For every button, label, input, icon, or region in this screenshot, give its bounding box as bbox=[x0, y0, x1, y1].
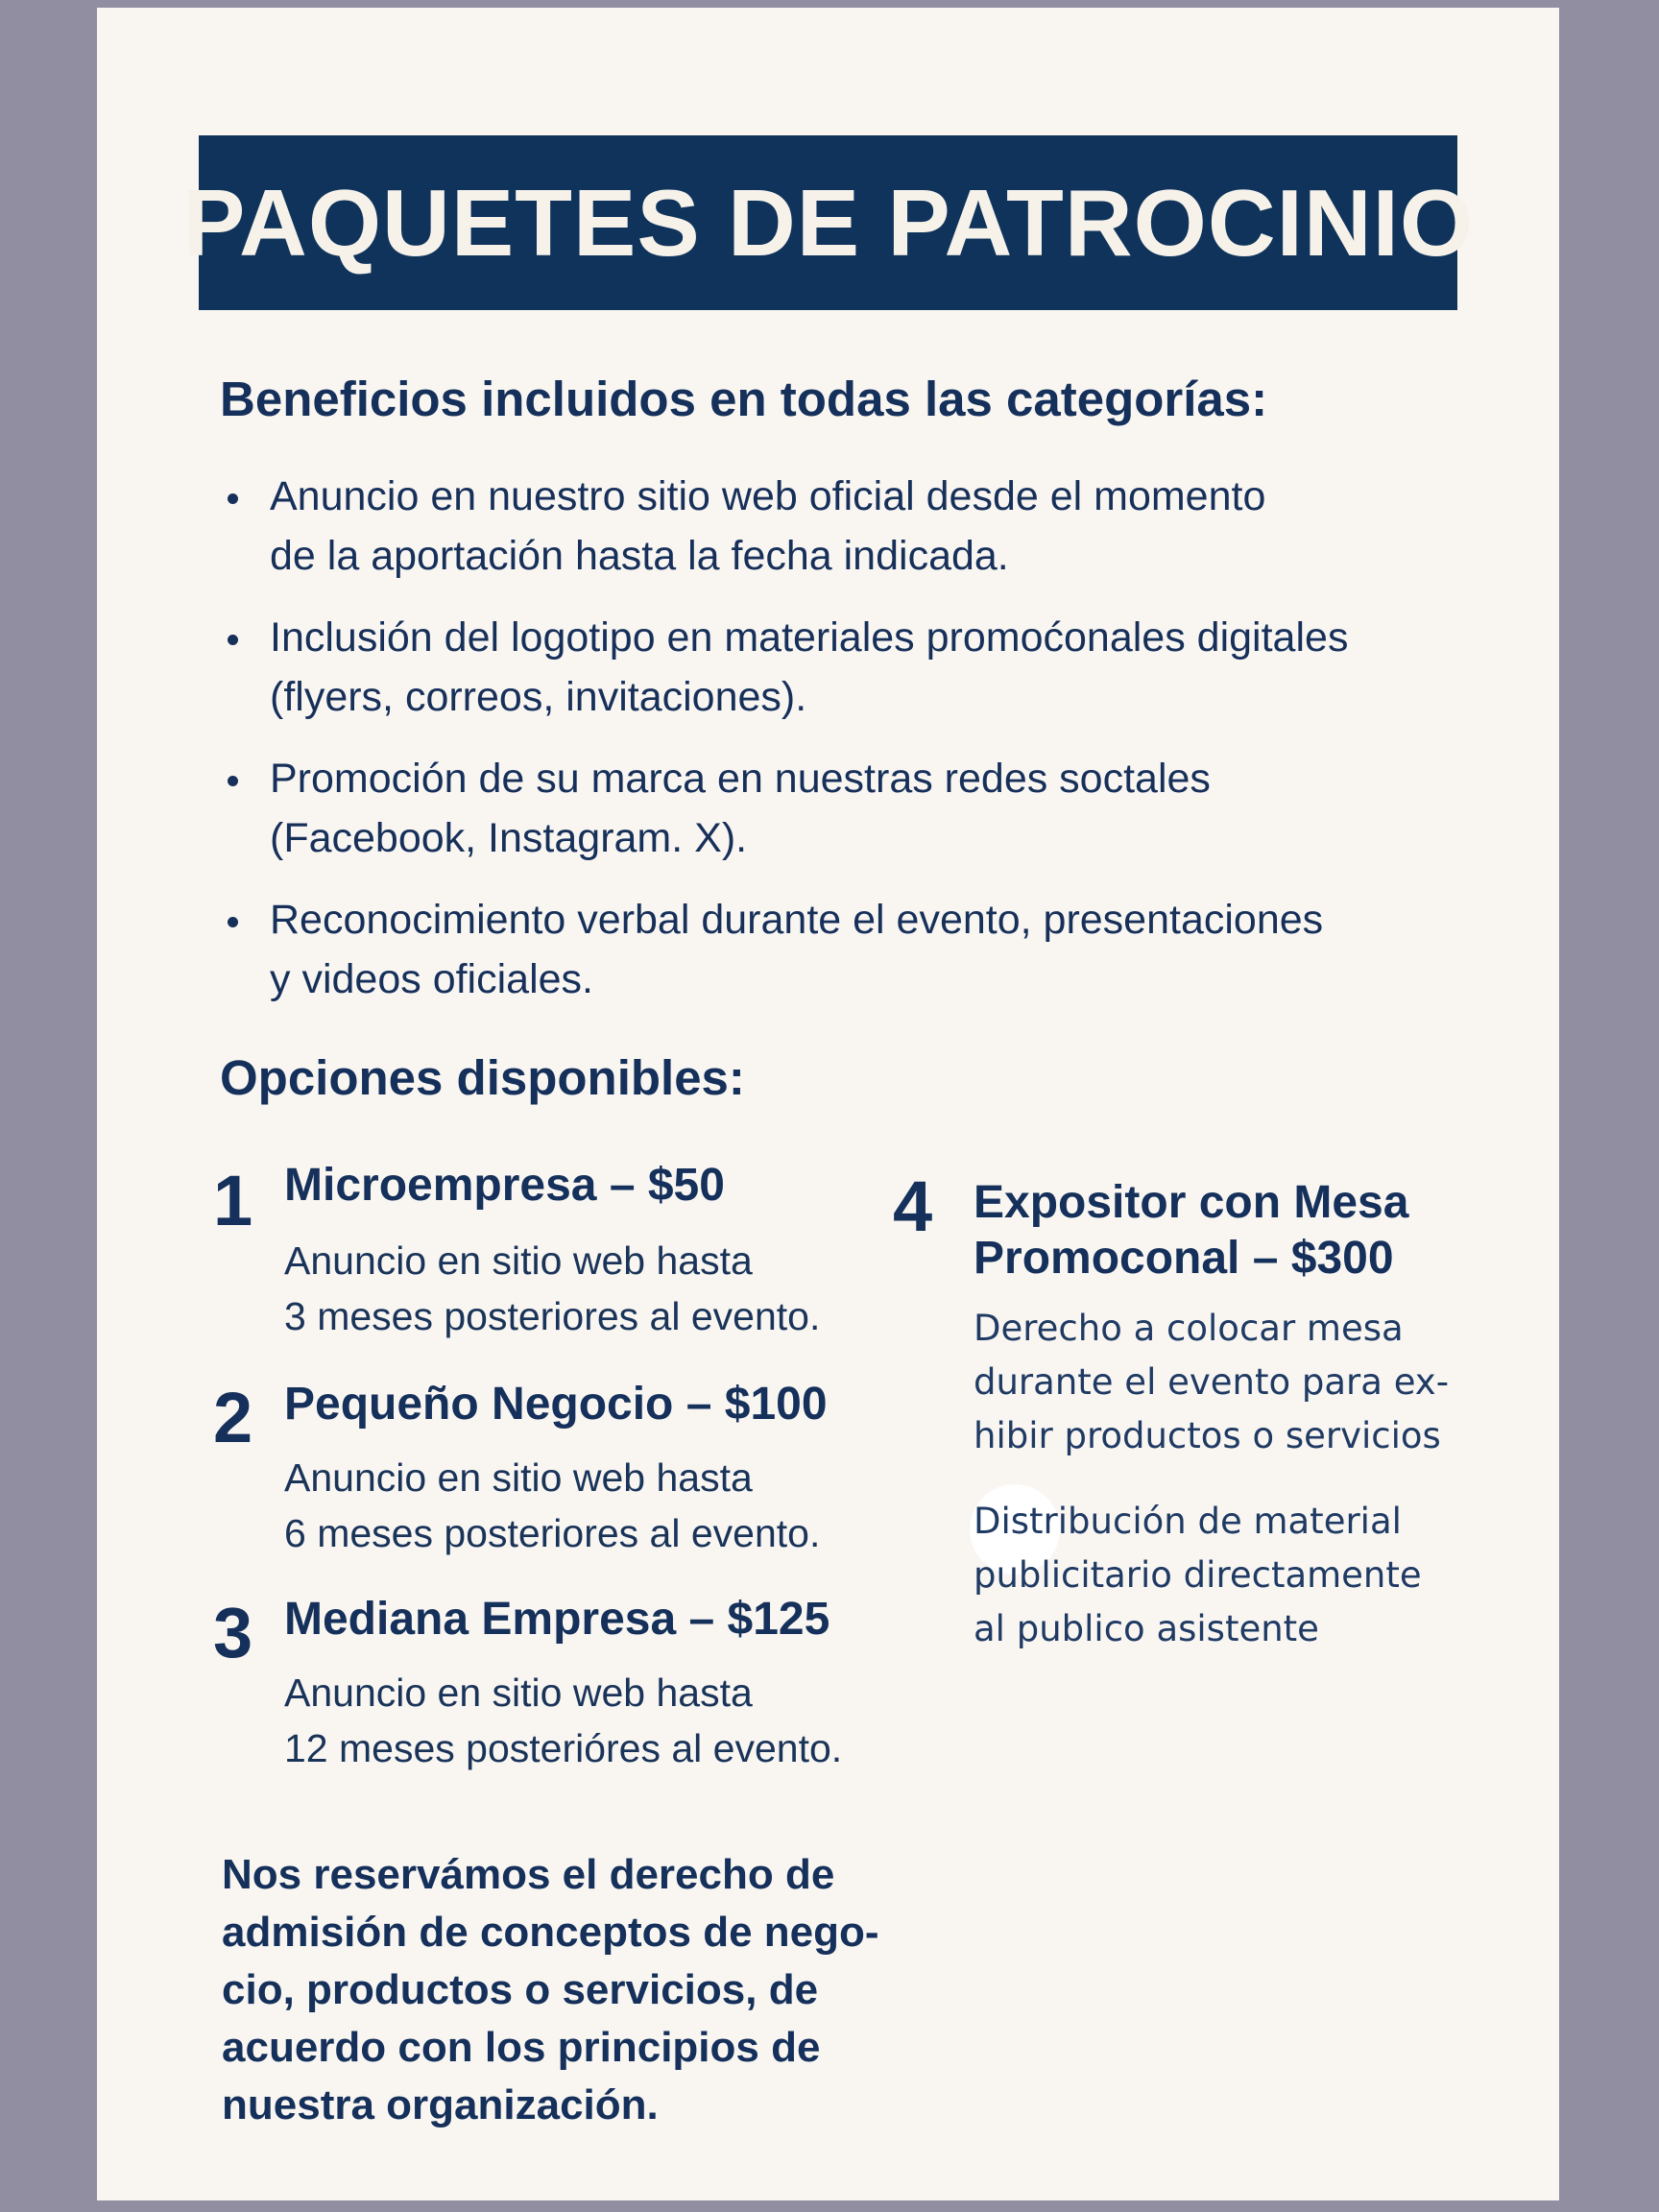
disclaimer-line: nuestra organización. bbox=[222, 2081, 659, 2128]
benefit-line: (Facebook, Instagram. X). bbox=[270, 815, 748, 861]
option-description bbox=[284, 1450, 820, 1561]
option-desc-line: publicitario directamente bbox=[974, 1554, 1422, 1596]
benefit-line: Anuncio en nuestro sitio web oficial desde el momento bbox=[270, 473, 1266, 519]
benefits-list bbox=[220, 467, 1468, 1031]
benefit-line: Reconocimiento verbal durante el evento, presentaciones bbox=[270, 897, 1324, 943]
benefit-item-logo bbox=[220, 608, 1468, 727]
page-title: PAQUETES DE PATROCINIO bbox=[181, 169, 1475, 276]
option-description bbox=[284, 1233, 820, 1344]
option-title-line: Promoconal – $300 bbox=[974, 1233, 1394, 1284]
option-title: Pequeño Negocio – $100 bbox=[284, 1379, 828, 1430]
option-description bbox=[284, 1665, 842, 1776]
option-desc-line: Anuncio en sitio web hasta bbox=[284, 1238, 753, 1283]
benefit-item-website bbox=[220, 467, 1468, 586]
benefit-line: (flyers, correos, invitaciones). bbox=[270, 674, 807, 720]
option-desc-line: Anuncio en sitio web hasta bbox=[284, 1671, 753, 1715]
option-desc-line: durante el evento para ex- bbox=[974, 1361, 1450, 1403]
option-number: 3 bbox=[213, 1593, 253, 1672]
disclaimer-line: cio, productos o servicios, de bbox=[222, 1966, 819, 2013]
benefit-item-recognition bbox=[220, 890, 1468, 1009]
option-title: Microempresa – $50 bbox=[284, 1160, 725, 1211]
benefit-line: Promoción de su marca en nuestras redes soctales bbox=[270, 756, 1211, 802]
option-desc-line: hibir productos o servicios bbox=[974, 1415, 1441, 1456]
disclaimer-line: admisión de conceptos de nego- bbox=[222, 1909, 879, 1956]
option-title: Mediana Empresa – $125 bbox=[284, 1594, 830, 1645]
option-desc-line: Distribución de material bbox=[974, 1501, 1402, 1542]
option-title-line: Expositor con Mesa bbox=[974, 1177, 1409, 1228]
benefit-line: de la aportación hasta la fecha indicada. bbox=[270, 533, 1009, 579]
option-description-secondary bbox=[974, 1495, 1422, 1656]
title-banner bbox=[181, 135, 1475, 310]
option-number: 1 bbox=[213, 1161, 253, 1240]
option-desc-line: 3 meses posteriores al evento. bbox=[284, 1294, 821, 1338]
option-desc-line: Anuncio en sitio web hasta bbox=[284, 1455, 753, 1500]
option-title bbox=[974, 1175, 1408, 1286]
option-desc-line: al publico asistente bbox=[974, 1608, 1319, 1649]
benefit-line: y videos oficiales. bbox=[270, 956, 593, 1002]
benefit-line: Inclusión del logotipo en materiales promoćonales digitales bbox=[270, 614, 1349, 661]
benefits-heading: Beneficios incluidos en todas las categorías: bbox=[220, 372, 1268, 426]
benefit-item-social bbox=[220, 749, 1468, 868]
disclaimer-line: acuerdo con los principios de bbox=[222, 2024, 821, 2071]
disclaimer-line: Nos reservámos el derecho de bbox=[222, 1851, 835, 1898]
option-desc-line: Derecho a colocar mesa bbox=[974, 1308, 1404, 1349]
option-desc-line: 6 meses posteriores al evento. bbox=[284, 1511, 821, 1555]
flyer-sheet bbox=[97, 8, 1559, 2200]
option-description bbox=[974, 1302, 1449, 1463]
option-desc-line: 12 meses posterióres al evento. bbox=[284, 1726, 843, 1770]
option-number: 4 bbox=[893, 1166, 933, 1246]
option-number: 2 bbox=[213, 1378, 253, 1457]
disclaimer-note bbox=[222, 1846, 879, 2134]
options-heading: Opciones disponibles: bbox=[220, 1050, 745, 1105]
